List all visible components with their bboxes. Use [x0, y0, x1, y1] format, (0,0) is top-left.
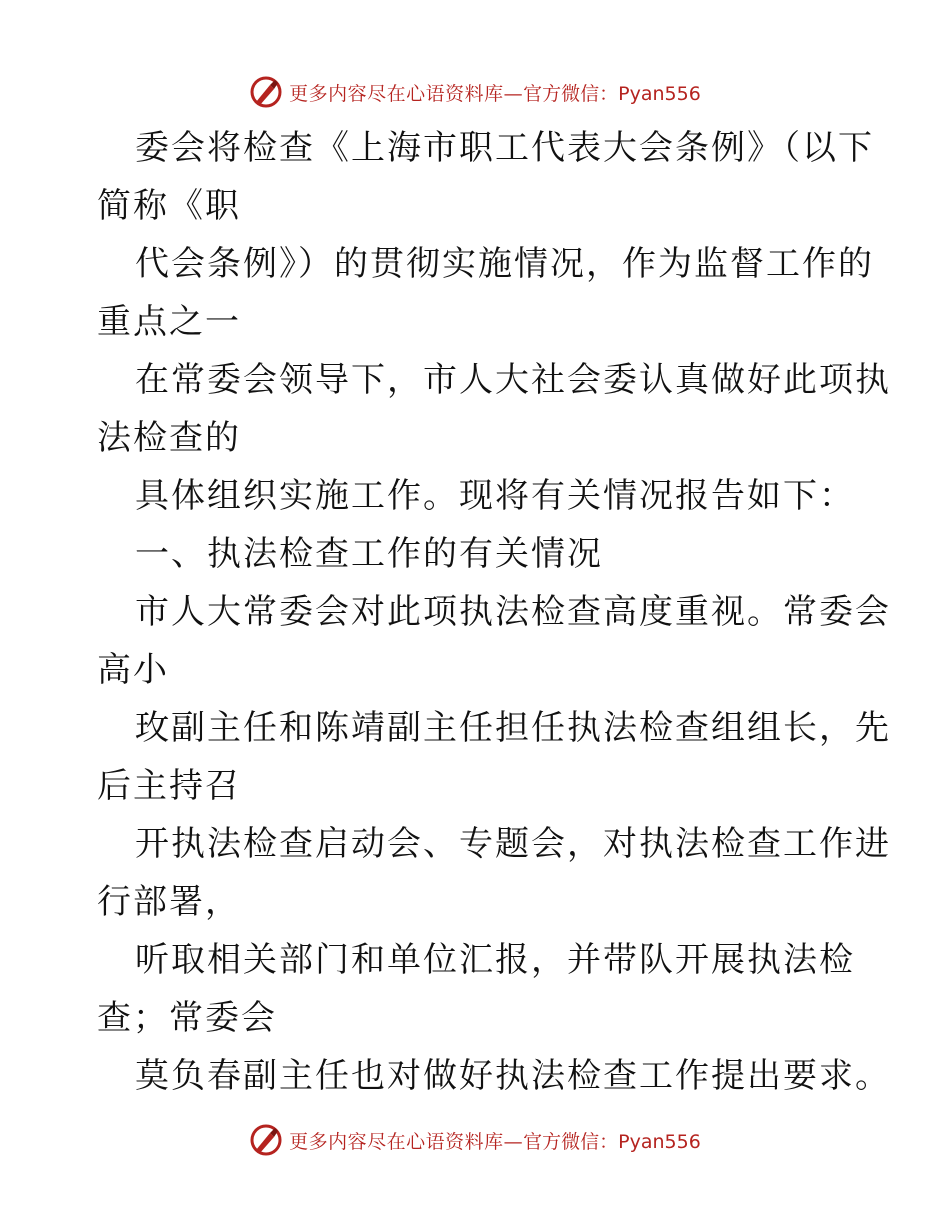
watermark-wechat: 官方微信：Pyan556 [523, 1130, 701, 1153]
paragraph-line: 查；常委会 [97, 998, 277, 1038]
paragraph-line: 代会条例》）的贯彻实施情况，作为监督工作的 [135, 244, 874, 284]
paragraph-line: 开执法检查启动会、专题会，对执法检查工作进 [135, 824, 891, 864]
pen-logo-icon [249, 75, 283, 109]
section-heading: 一、执法检查工作的有关情况 [135, 534, 603, 574]
paragraph-line: 后主持召 [97, 766, 241, 806]
watermark-wechat: 官方微信：Pyan556 [523, 82, 701, 105]
paragraph-line: 市人大常委会对此项执法检查高度重视。常委会 [135, 592, 891, 632]
watermark-text: 更多内容尽在心语资料库— [289, 82, 524, 105]
paragraph-line: 具体组织实施工作。现将有关情况报告如下： [135, 476, 855, 516]
paragraph-line: 高小 [97, 650, 169, 690]
paragraph-line: 莫负春副主任也对做好执法检查工作提出要求。 [135, 1056, 891, 1096]
watermark-text: 更多内容尽在心语资料库— [289, 1130, 524, 1153]
header-watermark [0, 72, 950, 112]
paragraph-line: 重点之一 [97, 302, 241, 342]
paragraph-line: 在常委会领导下，市人大社会委认真做好此项执 [135, 360, 891, 400]
paragraph-line: 玫副主任和陈靖副主任担任执法检查组组长，先 [135, 708, 891, 748]
paragraph-line: 法检查的 [97, 418, 241, 458]
paragraph-line: 简称《职 [97, 186, 241, 226]
paragraph-line: 委会将检查《上海市职工代表大会条例》（以下 [135, 128, 874, 168]
paragraph-line: 行部署， [97, 882, 241, 922]
pen-logo-icon [249, 1123, 283, 1157]
paragraph-line: 听取相关部门和单位汇报，并带队开展执法检 [135, 940, 855, 980]
footer-watermark [0, 1120, 950, 1160]
